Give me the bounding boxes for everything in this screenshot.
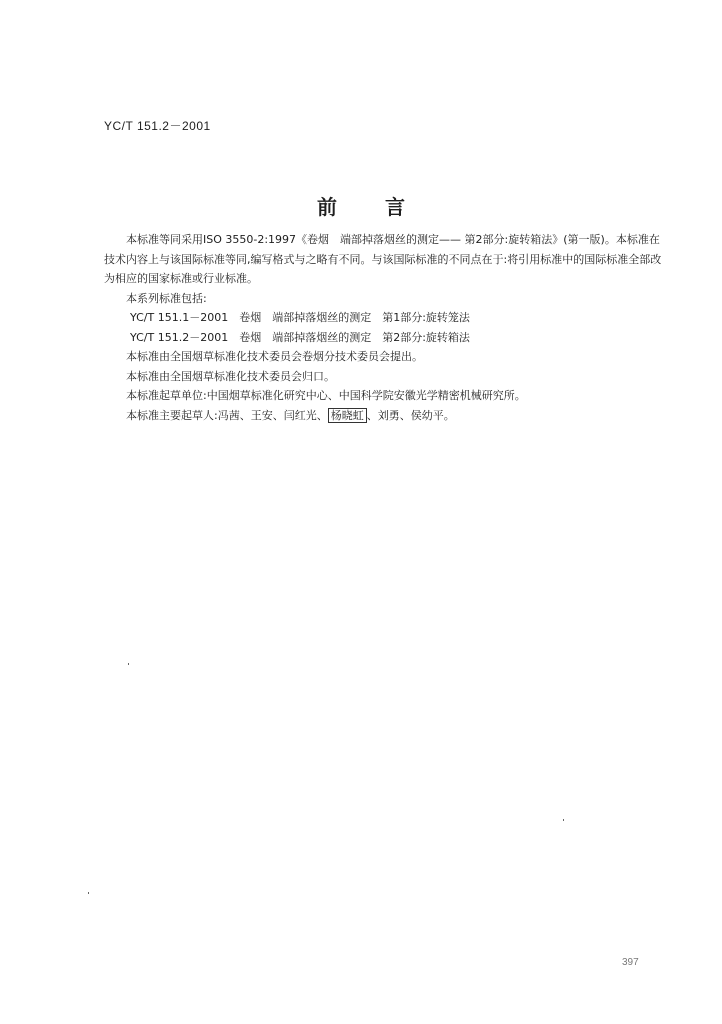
- scan-speck: [563, 819, 564, 821]
- paragraph-proposed-by: 本标准由全国烟草标准化技术委员会卷烟分技术委员会提出。: [126, 350, 423, 363]
- scan-speck: [88, 892, 89, 894]
- standard-code: YC/T 151.2－2001: [104, 119, 211, 133]
- paragraph-series-intro: 本系列标准包括:: [126, 291, 207, 305]
- foreword-body: [104, 230, 664, 425]
- page-number: 397: [622, 957, 639, 968]
- paragraph-adoption: 本标准等同采用ISO 3550-2:1997《卷烟 端部掉落烟丝的测定—— 第2部分:旋转箱法》(第一版)。本标准在技术内容上与该国际标准等同,编写格式与之略有不同。与该国际标准的不同点在于:将引用标准中的国际标准全部改为相应的国家标准或行业标准。: [104, 233, 662, 285]
- page-title: [0, 191, 722, 220]
- drafters-suffix: 、刘勇、侯幼平。: [366, 408, 455, 422]
- scan-speck: [128, 663, 129, 665]
- drafters-prefix: 本标准主要起草人:冯茜、王安、闫红光、: [126, 408, 328, 422]
- paragraph-drafters: [104, 406, 664, 426]
- paragraph-centralized-by: 本标准由全国烟草标准化技术委员会归口。: [126, 369, 335, 383]
- title-char-2: 言: [385, 195, 405, 219]
- series-item-1: YC/T 151.1－2001 卷烟 端部掉落烟丝的测定 第1部分:旋转笼法: [130, 311, 470, 324]
- paragraph-drafting-units: 本标准起草单位:中国烟草标准化研究中心、中国科学院安徽光学精密机械研究所。: [126, 389, 526, 402]
- series-item-2: YC/T 151.2－2001 卷烟 端部掉落烟丝的测定 第2部分:旋转箱法: [130, 330, 470, 344]
- title-char-1: 前: [317, 195, 337, 219]
- boxed-drafter-name: 杨晓虹: [328, 408, 367, 423]
